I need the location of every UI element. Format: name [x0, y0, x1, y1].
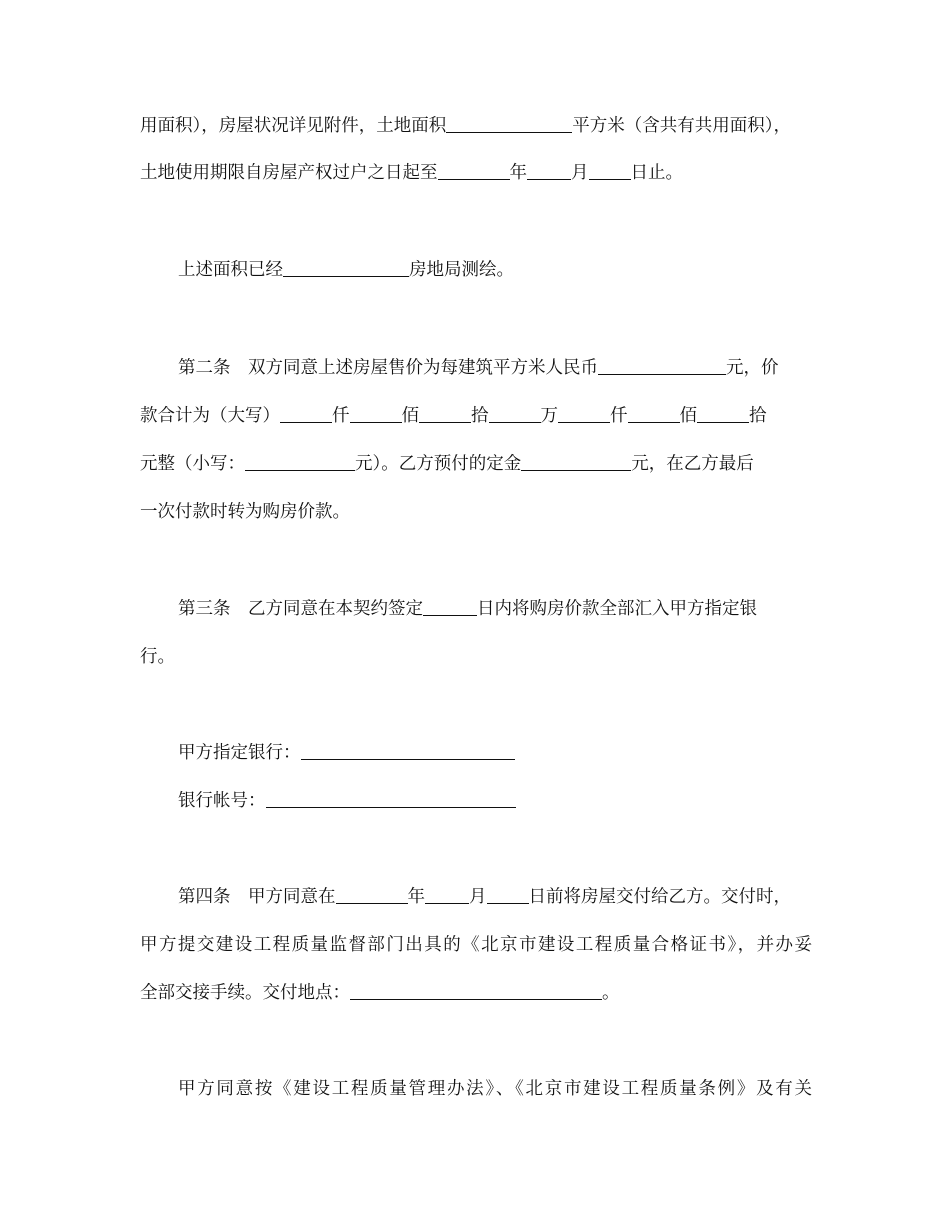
article-3-line-1: 第三条 乙方同意在本契约签定 日内将购房价款全部汇入甲方指定银 — [178, 599, 757, 619]
land-area-blank — [446, 114, 572, 133]
quality-clause-line: 甲方同意按《建设工程质量管理办法》、《北京市建设工程质量条例》及有关 — [178, 1079, 812, 1099]
land-term-year-blank — [438, 161, 510, 180]
amount-blank-4 — [489, 404, 541, 423]
delivery-month-blank — [425, 885, 469, 904]
delivery-place-blank — [350, 981, 602, 1000]
text-line-1: 用面积），房屋状况详见附件，土地面积 平方米（含共有共用面积）， — [140, 116, 791, 136]
amount-blank-2 — [350, 404, 402, 423]
text-line-3: 上述面积已经 房地局测绘。 — [178, 260, 514, 280]
delivery-day-blank — [487, 885, 529, 904]
land-term-day-blank — [589, 161, 631, 180]
article-2-line-3: 元整（小写： 元）。乙方预付的定金 元，在乙方最后 — [140, 454, 754, 474]
land-term-month-blank — [527, 161, 571, 180]
article-2-line-1: 第二条 双方同意上述房屋售价为每建筑平方米人民币 元，价 — [178, 358, 779, 378]
article-2-line-4: 一次付款时转为购房价款。 — [140, 502, 350, 522]
amount-blank-3 — [419, 404, 471, 423]
payment-days-blank — [423, 597, 477, 616]
deposit-blank — [521, 452, 631, 471]
bank-account-blank — [266, 789, 516, 808]
article-2-line-2: 款合计为（大写） 仟 佰 拾 万 仟 佰 拾 — [140, 406, 767, 426]
survey-agency-blank — [283, 258, 409, 277]
article-4-line-3: 全部交接手续。交付地点： 。 — [140, 983, 620, 1003]
amount-figures-blank — [245, 452, 355, 471]
amount-blank-6 — [628, 404, 680, 423]
unit-price-blank — [598, 356, 726, 375]
amount-blank-7 — [697, 404, 749, 423]
delivery-year-blank — [336, 885, 408, 904]
article-4-line-1: 第四条 甲方同意在 年 月 日前将房屋交付给乙方。交付时， — [178, 887, 791, 907]
bank-account-line: 银行帐号： — [178, 789, 812, 813]
article-4-line-2: 甲方提交建设工程质量监督部门出具的《北京市建设工程质量合格证书》，并办妥 — [140, 935, 812, 955]
amount-blank-1 — [280, 404, 332, 423]
amount-blank-5 — [558, 404, 610, 423]
bank-name-blank — [301, 741, 515, 760]
article-3-line-2: 行。 — [140, 647, 175, 667]
bank-name-line: 甲方指定银行： — [178, 741, 812, 765]
text-line-2: 土地使用期限自房屋产权过户之日起至 年 月 日止。 — [140, 163, 683, 183]
